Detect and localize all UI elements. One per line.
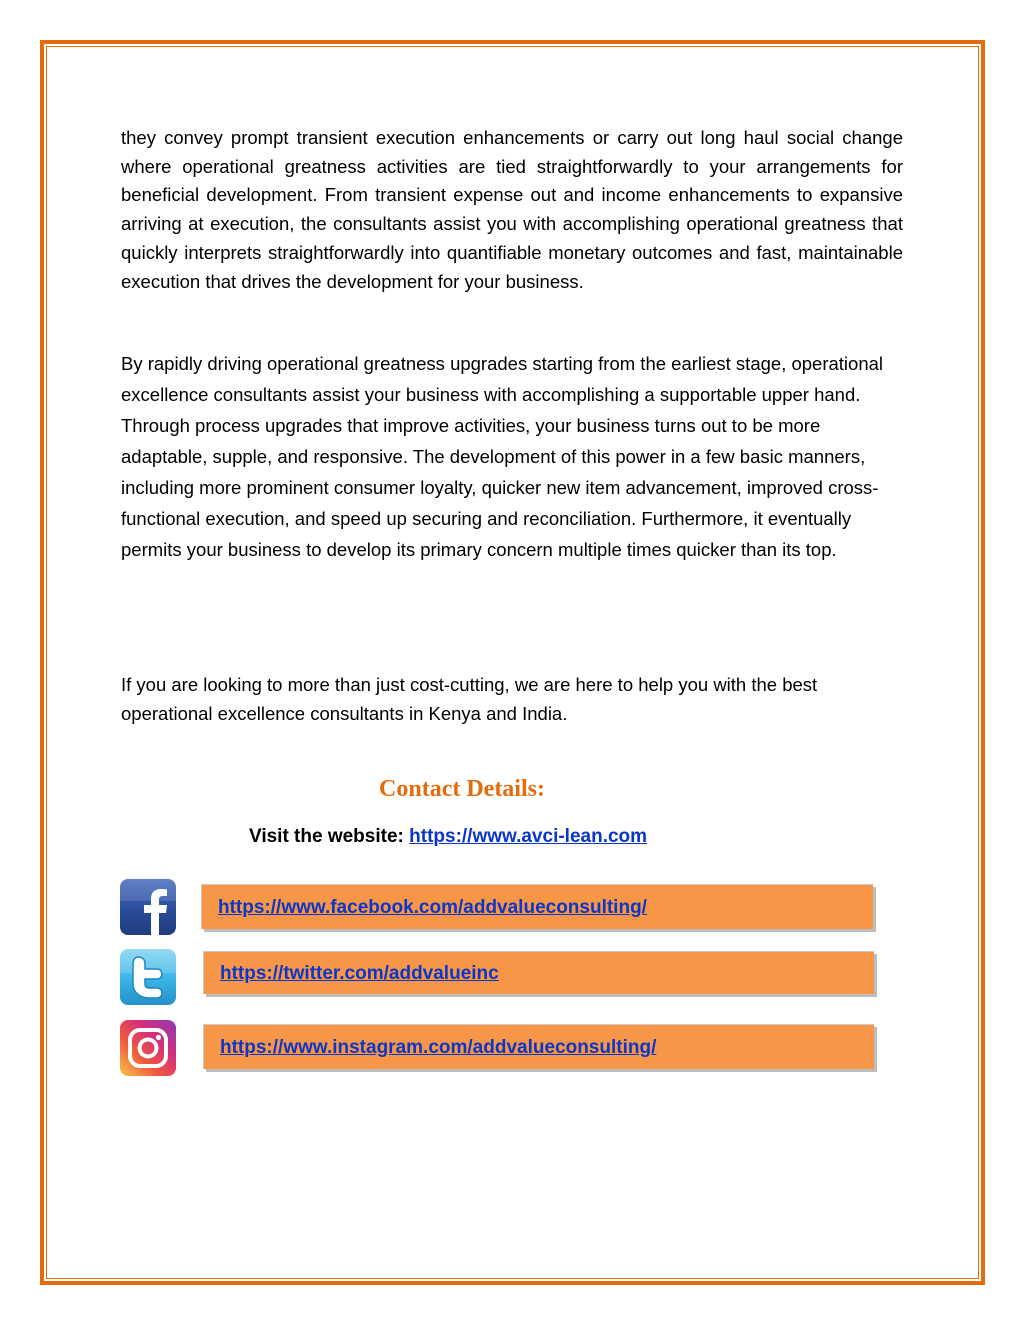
website-link[interactable]: https://www.avci-lean.com [409, 826, 648, 847]
twitter-link-box [203, 951, 874, 994]
facebook-icon[interactable] [120, 879, 176, 935]
instagram-icon[interactable] [120, 1020, 176, 1076]
instagram-link[interactable]: https://www.instagram.com/addvalueconsulting/ [220, 1037, 657, 1058]
instagram-link-box [203, 1024, 874, 1069]
website-line [249, 826, 647, 848]
website-label: Visit the website: [249, 826, 410, 847]
twitter-icon[interactable] [120, 949, 176, 1005]
body-paragraph-1: they convey prompt transient execution enhancements or carry out long haul social change where operational greatness activities are tied straightforwardly to your arrangements for beneficial development. From transient expense out and income enhancements to expansive arriving at execution, the consultants assist you with accomplishing operational greatness that quickly interprets straightforwardly into quantifiable monetary outcomes and fast, maintainable execution that drives the development for your business. [121, 127, 903, 292]
contact-details-heading: Contact Details: [379, 776, 545, 802]
twitter-link[interactable]: https://twitter.com/addvalueinc [220, 963, 499, 984]
body-paragraph-2: By rapidly driving operational greatness upgrades starting from the earliest stage, operational excellence consultants assist your business with accomplishing a supportable upper hand. Through process upgrades that improve activities, your business turns out to be more adaptable, supple, and responsive. The development of this power in a few basic manners, including more prominent consumer loyalty, quicker new item advancement, improved cross-functional execution, and speed up securing and reconciliation. Furthermore, it eventually permits your business to develop its primary concern multiple times quicker than its top. [121, 353, 884, 560]
facebook-link[interactable]: https://www.facebook.com/addvalueconsulting/ [218, 897, 647, 918]
body-paragraph-3: If you are looking to more than just cost-cutting, we are here to help you with the best operational excellence consultants in Kenya and India. [121, 674, 818, 724]
facebook-link-box [201, 884, 873, 929]
